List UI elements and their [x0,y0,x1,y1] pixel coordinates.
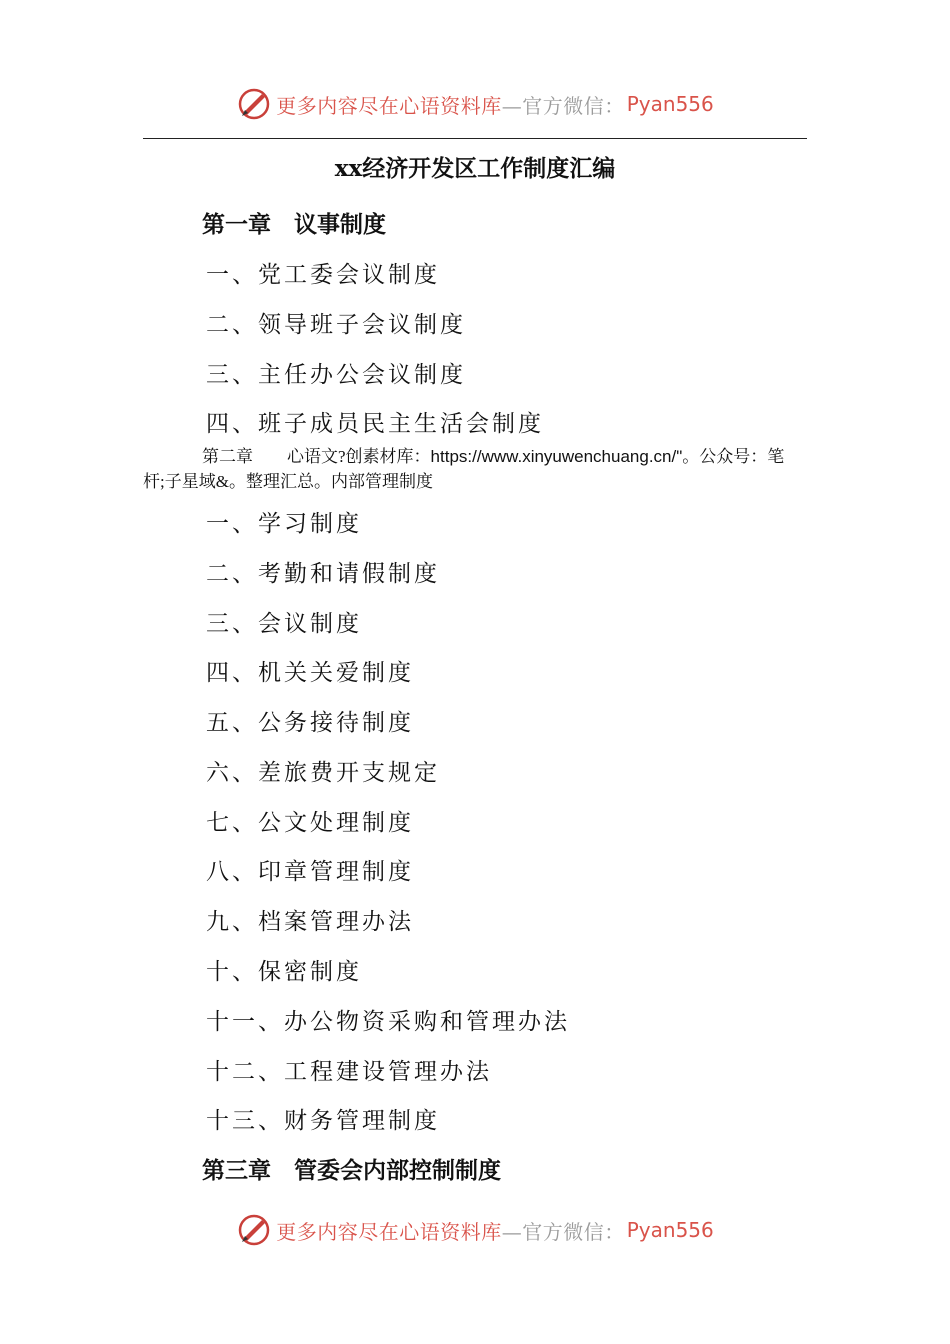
toc-item: 五、公务接待制度 [206,710,414,736]
chapter-1-heading: 第一章 议事制度 [202,212,386,238]
chapter-3-heading: 第三章 管委会内部控制制度 [202,1158,501,1184]
toc-item: 十一、办公物资采购和管理办法 [206,1009,570,1035]
pen-logo-icon [236,1212,272,1248]
toc-item: 十、保密制度 [206,959,362,985]
banner-code: Pyan556 [626,92,714,116]
chapter-2-heading-paragraph: 第二章 心语文?创素材库：https://www.xinyuwenchuang.cn/"。公众号：笔杆;子星域&。整理汇总。内部管理制度 [143,447,785,491]
banner-text: 更多内容尽在心语资料库—官方微信： [276,93,625,118]
toc-item: 九、档案管理办法 [206,909,414,935]
toc-item: 六、差旅费开支规定 [206,760,440,786]
toc-item: 三、会议制度 [206,611,362,637]
toc-item: 一、学习制度 [206,511,362,537]
toc-item: 三、主任办公会议制度 [206,362,466,388]
header-banner [0,82,950,126]
toc-item: 八、印章管理制度 [206,859,414,885]
toc-item: 四、班子成员民主生活会制度 [206,411,544,437]
toc-item: 二、考勤和请假制度 [206,561,440,587]
header-divider [143,138,807,139]
pen-logo-icon [236,86,272,122]
toc-item: 七、公文处理制度 [206,810,414,836]
banner-text: 更多内容尽在心语资料库—官方微信： [276,1219,625,1244]
toc-item: 十二、工程建设管理办法 [206,1059,492,1085]
document-title: xx经济开发区工作制度汇编 [334,155,616,182]
toc-item: 一、党工委会议制度 [206,262,440,288]
toc-item: 二、领导班子会议制度 [206,312,466,338]
toc-item: 四、机关关爱制度 [206,660,414,686]
footer-banner [0,1208,950,1252]
toc-item: 十三、财务管理制度 [206,1108,440,1134]
banner-code: Pyan556 [626,1218,714,1242]
